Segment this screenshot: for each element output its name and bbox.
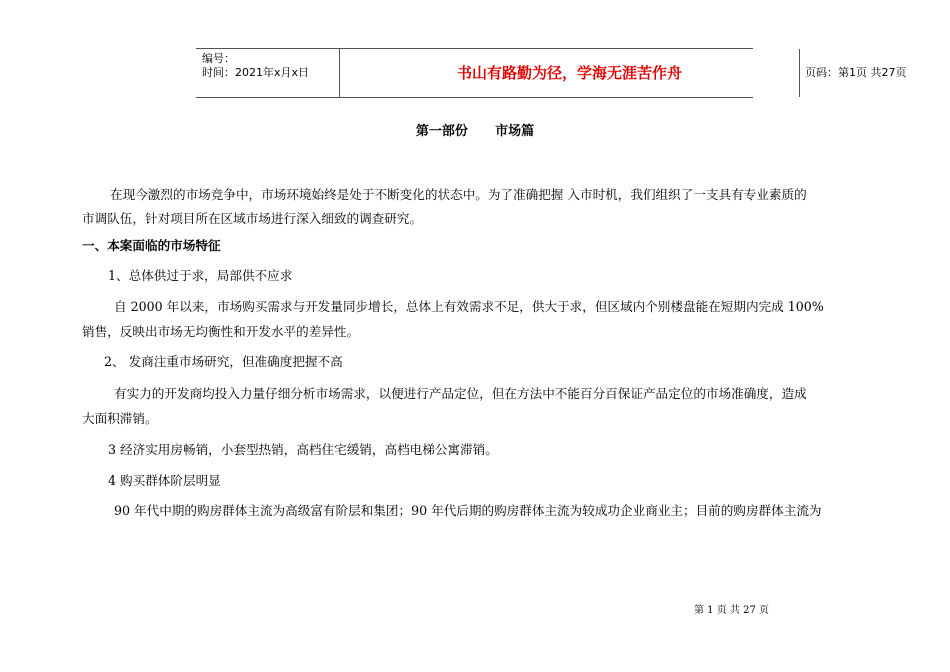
item-3: 3 经济实用房畅销，小套型热销，高档住宅缓销，高档电梯公寓滞销。: [108, 442, 498, 457]
item-1-title: 1、总体供过于求，局部供不应求: [108, 268, 293, 283]
header-meta-cell: [196, 49, 339, 97]
item-2-line-1: 有实力的开发商均投入力量仔细分析市场需求，以便进行产品定位，但在方法中不能百分百保证产品定位的市场准确度，造成: [114, 386, 807, 401]
header-page-cell: [799, 49, 950, 97]
motto-text: 书山有路勤为径，学海无涯苦作舟: [456, 64, 682, 82]
page-footer: 第 1 页 共 27 页: [694, 605, 769, 616]
header-motto-cell: [339, 49, 800, 97]
document-title: 第一部份 市场篇: [415, 124, 535, 139]
section-heading-1: 一、本案面临的市场特征: [82, 238, 221, 253]
date-line: 时间：2021年x月x日: [202, 66, 310, 79]
number-label: 编号：: [202, 52, 235, 65]
item-4-line-1: 90 年代中期的购房群体主流为高级富有阶层和集团；90 年代后期的购房群体主流为较成功企业商业主；目前的购房群体主流为: [114, 503, 822, 518]
item-2-title: 2、 发商注重市场研究，但准确度把握不高: [104, 354, 343, 369]
item-4-title: 4 购买群体阶层明显: [108, 473, 221, 488]
page-info: 页码：第1页 共27页: [805, 66, 907, 79]
intro-line-2: 市调队伍，针对项目所在区域市场进行深入细致的调查研究。: [82, 211, 423, 226]
item-1-line-1: 自 2000 年以来，市场购买需求与开发量同步增长，总体上有效需求不足，供大于求，但区域内个别楼盘能在短期内完成 100%: [114, 299, 824, 314]
item-1-line-2: 销售，反映出市场无均衡性和开发水平的差异性。: [82, 324, 360, 339]
page-header-table: [196, 48, 907, 98]
intro-line-1: 在现今激烈的市场竞争中，市场环境始终是处于不断变化的状态中。为了准确把握 入市时机，我们组织了一支具有专业素质的: [110, 187, 807, 202]
item-2-line-2: 大面积滞销。: [82, 411, 158, 426]
